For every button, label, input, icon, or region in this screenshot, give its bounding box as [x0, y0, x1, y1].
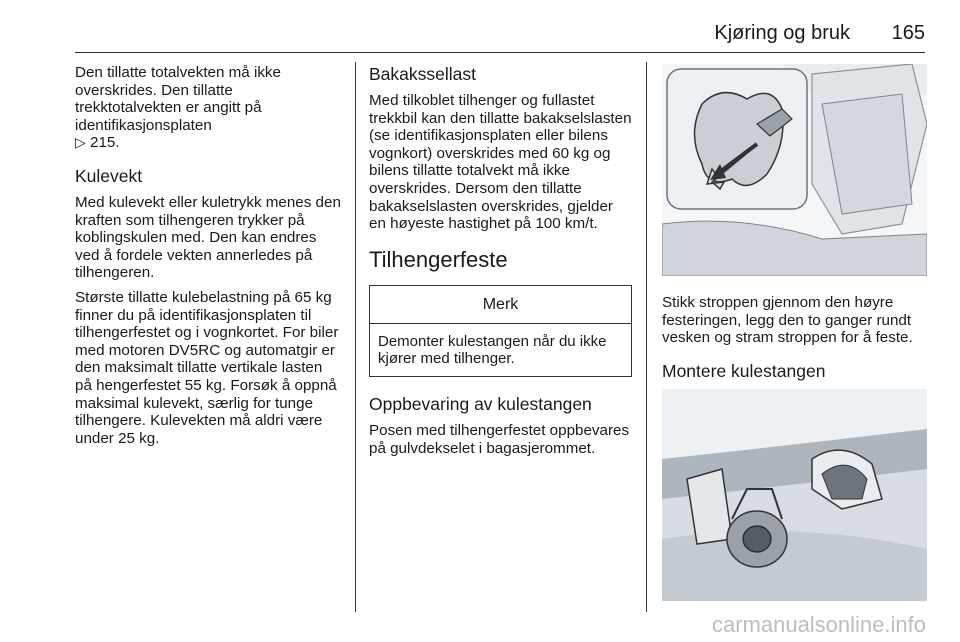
towbar-mount-illustration: [662, 389, 927, 601]
page-header: [75, 0, 925, 53]
watermark: carmanualsonline.info: [711, 612, 926, 637]
tilhengerfeste-heading: Tilhengerfeste: [369, 246, 508, 272]
page-reference[interactable]: 215.: [90, 134, 120, 152]
column-right: [662, 64, 927, 601]
kulevekt-heading: Kulevekt: [75, 165, 143, 186]
intro-paragraph: Den tillatte totalvekten må ikke overskrides. Den tillatte trekktotalvekten er angitt på identifikasjonsplaten ▷ 215.: [75, 64, 281, 152]
kulevekt-paragraph-1: Med kulevekt eller kuletrykk menes den kraften som tilhengeren trykker på koblingskulen med. Den kan endres ved å fordele vekten annerledes på tilhengeren.: [75, 193, 341, 282]
section-title: Kjøring og bruk: [714, 22, 850, 44]
bakaksel-heading: Bakakssellast: [369, 64, 476, 84]
note-title: Merk: [370, 286, 631, 324]
note-box: [369, 285, 632, 377]
stroppen-paragraph: Stikk stroppen gjennom den høyre festeringen, legg den to ganger rundt vesken og stram stroppen for å feste.: [662, 294, 913, 347]
montere-heading: Montere kulestangen: [662, 360, 826, 381]
column-divider: [646, 62, 647, 612]
page-reference-arrow-icon: ▷: [75, 134, 86, 151]
column-left: [75, 64, 343, 454]
oppbevaring-paragraph: Posen med tilhengerfestet oppbevares på gulvdekselet i bagasjerommet.: [369, 421, 630, 457]
trunk-bag-drawing: [662, 64, 927, 276]
trunk-bag-illustration: [662, 64, 927, 276]
column-divider: [355, 62, 356, 612]
page-number: 165: [891, 22, 925, 44]
note-text: Demonter kulestangen når du ikke kjører med tilhenger.: [378, 332, 607, 368]
bakaksel-paragraph: Med tilkoblet tilhenger og fullastet trekkbil kan den tillatte bakakselslasten (se identifikasjonsplaten eller bilens vognkort) overskrides med 60 kg og bilens tillatte totalvekt må ikke overskrides. Dersom den tillatte bakakselslasten overskrides, gjelder en høyeste hastighet på 100 km/t.: [369, 92, 632, 233]
towbar-mount-drawing: [662, 389, 927, 601]
oppbevaring-heading: Oppbevaring av kulestangen: [369, 393, 592, 414]
kulevekt-paragraph-2: Største tillatte kulebelastning på 65 kg finner du på identifikasjonsplaten til tilhengerfestet og i vognkortet. For biler med motoren DV5RC og automatgir er den maksimalt tillatte vertikale lasten på hengerfestet 55 kg. Forsøk å oppnå maksimal kulevekt, særlig for tunge tilhengere. Kulevekten må aldri være under 25 kg.: [75, 288, 339, 447]
column-middle: [369, 64, 632, 464]
